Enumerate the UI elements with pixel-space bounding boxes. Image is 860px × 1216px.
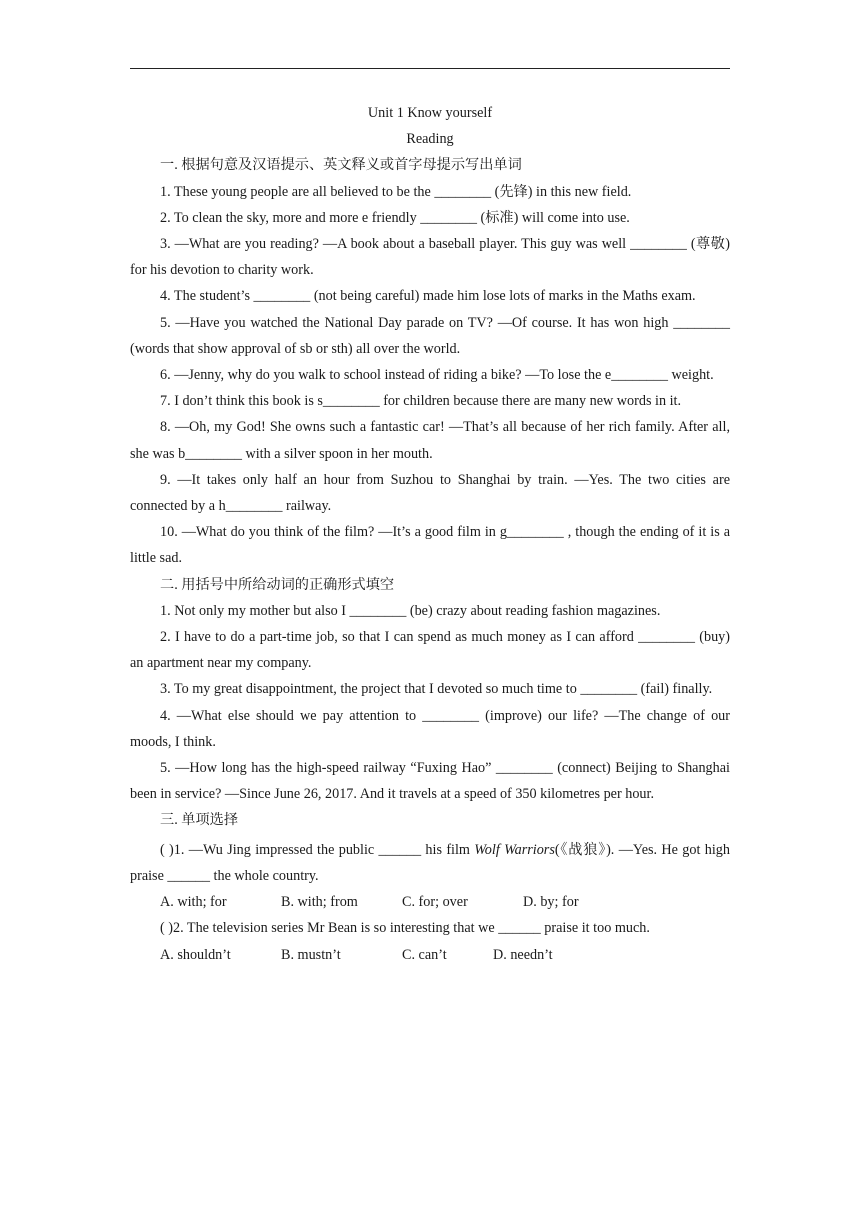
mc-question-1-suffix: (《战狼》). —Yes. He got high praise ______ the whole country. [130, 841, 730, 884]
page-subtitle: Reading [406, 131, 454, 148]
section1-item: 10. —What do you think of the film? —It’s a good film in g________ , though the ending of it is a little sad. [130, 524, 730, 567]
option-c: C. can’t [402, 946, 447, 963]
option-d: D. needn’t [493, 946, 553, 963]
mc-question-2-options [130, 942, 730, 968]
section1-item: 9. —It takes only half an hour from Suzhou to Shanghai by train. —Yes. The two cities are connected by a h________ railway. [130, 471, 730, 515]
section1-item: 8. —Oh, my God! She owns such a fantastic car! —That’s all because of her rich family. After all, she was b________ with a silver spoon in her mouth. [130, 419, 730, 462]
page-title: Unit 1 Know yourself [367, 105, 493, 121]
worksheet [130, 100, 730, 968]
option-d: D. by; for [523, 894, 579, 911]
option-a: A. with; for [160, 894, 227, 911]
option-b: B. mustn’t [281, 946, 341, 963]
section3-heading: 三. 单项选择 [160, 812, 239, 829]
section2-item: 5. —How long has the high-speed railway “Fuxing Hao” ________ (connect) Beijing to Shanghai been in service? —Since June 26, 2017. And it travels at a speed of 350 kilometres per hour. [130, 760, 730, 803]
option-b: B. with; from [281, 894, 358, 911]
section2-heading: 二. 用括号中所给动词的正确形式填空 [160, 576, 395, 593]
mc-question-1 [130, 837, 730, 889]
section1-item: 7. I don’t think this book is s________ for children because there are many new words in it. [160, 393, 682, 410]
section2-item: 4. —What else should we pay attention to ________ (improve) our life? —The change of our moods, I think. [130, 707, 730, 750]
mc-question-1-film-title: Wolf Warriors [474, 841, 555, 858]
header-rule [130, 68, 730, 69]
section1-item: 1. These young people are all believed to be the ________ (先锋) in this new field. [160, 183, 632, 200]
section2-item: 1. Not only my mother but also I ________ (be) crazy about reading fashion magazines. [160, 602, 661, 619]
option-a: A. shouldn’t [160, 946, 231, 963]
section1-item: 4. The student’s ________ (not being careful) made him lose lots of marks in the Maths exam. [160, 288, 696, 305]
section1-item: 6. —Jenny, why do you walk to school instead of riding a bike? —To lose the e________ weight. [160, 367, 714, 384]
mc-question-2: ( )2. The television series Mr Bean is so interesting that we ______ praise it too much. [160, 920, 650, 937]
section2-item: 3. To my great disappointment, the project that I devoted so much time to ________ (fail) finally. [160, 681, 713, 698]
section1-item: 5. —Have you watched the National Day parade on TV? —Of course. It has won high ________ (words that show approval of sb or sth) all over the world. [130, 314, 730, 357]
option-c: C. for; over [402, 894, 468, 911]
section2-item: 2. I have to do a part-time job, so that I can spend as much money as I can afford ________ (buy) an apartment near my company. [130, 629, 730, 672]
section1-item: 3. —What are you reading? —A book about a baseball player. This guy was well ________ (尊敬) for his devotion to charity work. [130, 236, 730, 279]
section1-heading: 一. 根据句意及汉语提示、英文释义或首字母提示写出单词 [160, 157, 522, 174]
section1-item: 2. To clean the sky, more and more e friendly ________ (标准) will come into use. [160, 209, 630, 226]
mc-question-1-prefix: ( )1. —Wu Jing impressed the public ______ his film [160, 841, 475, 858]
mc-question-1-options [130, 889, 730, 915]
